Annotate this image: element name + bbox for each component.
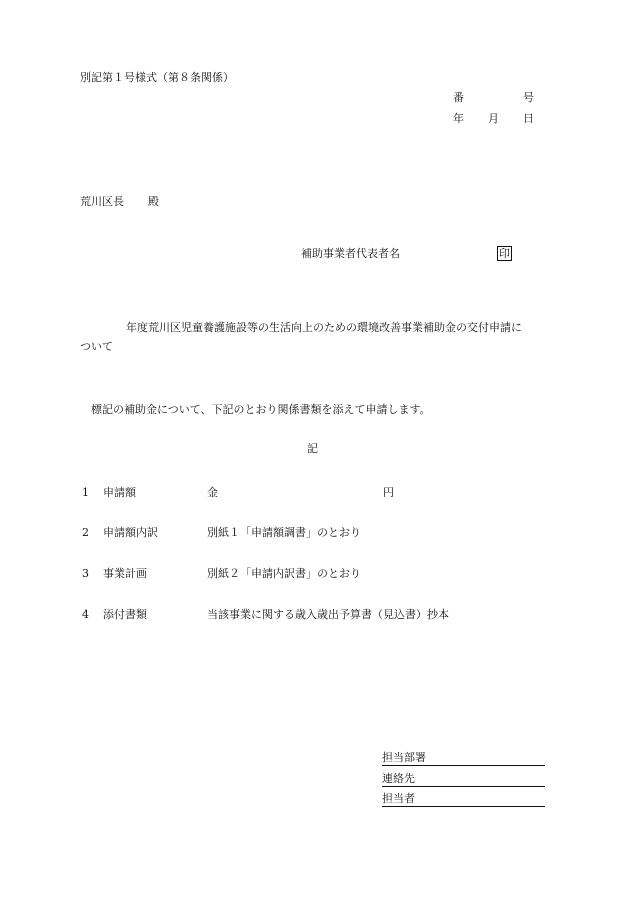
- body-text: 標記の補助金について、下記のとおり関係書類を添えて申請します。: [91, 403, 431, 416]
- addressee-honorific: 殿: [148, 195, 159, 208]
- contact-phone: [382, 773, 545, 787]
- date-day: 日: [523, 112, 534, 125]
- item-number: 4: [82, 608, 89, 621]
- item-value: 別紙１「申請額調書」のとおり: [207, 526, 361, 539]
- item-value: 当該事業に関する歳入歳出予算書（見込書）抄本: [207, 608, 449, 621]
- title-line-2: ついて: [80, 340, 113, 353]
- item-number: 3: [82, 567, 89, 580]
- item-label: 申請額: [103, 486, 136, 499]
- date-year: 年: [453, 112, 464, 125]
- seal-box: 印: [499, 247, 510, 260]
- number-ban: 番: [453, 91, 464, 104]
- date-month: 月: [488, 112, 499, 125]
- item-value: 別紙２「申請内訳書」のとおり: [207, 567, 361, 580]
- item-label: 申請額内訳: [103, 526, 158, 539]
- contact-department-label: 担当部署: [382, 752, 545, 766]
- item-value: 金: [207, 486, 218, 499]
- number-go: 号: [523, 91, 534, 104]
- addressee-name: 荒川区長: [80, 195, 124, 208]
- item-label: 事業計画: [103, 567, 147, 580]
- applicant-label: 補助事業者代表者名: [301, 247, 400, 260]
- contact-person: [382, 793, 545, 807]
- contact-person-label: 担当者: [382, 793, 545, 807]
- item-number: 1: [82, 486, 89, 499]
- item-number: 2: [82, 526, 89, 539]
- item-unit: 円: [383, 486, 394, 499]
- form-label: 別記第１号様式（第８条関係）: [80, 71, 234, 84]
- ki-heading: 記: [307, 442, 318, 455]
- item-label: 添付書類: [103, 608, 147, 621]
- title-line-1: 年度荒川区児童養護施設等の生活向上のための環境改善事業補助金の交付申請に: [126, 321, 522, 334]
- contact-department: [382, 752, 545, 766]
- contact-phone-label: 連絡先: [382, 773, 545, 787]
